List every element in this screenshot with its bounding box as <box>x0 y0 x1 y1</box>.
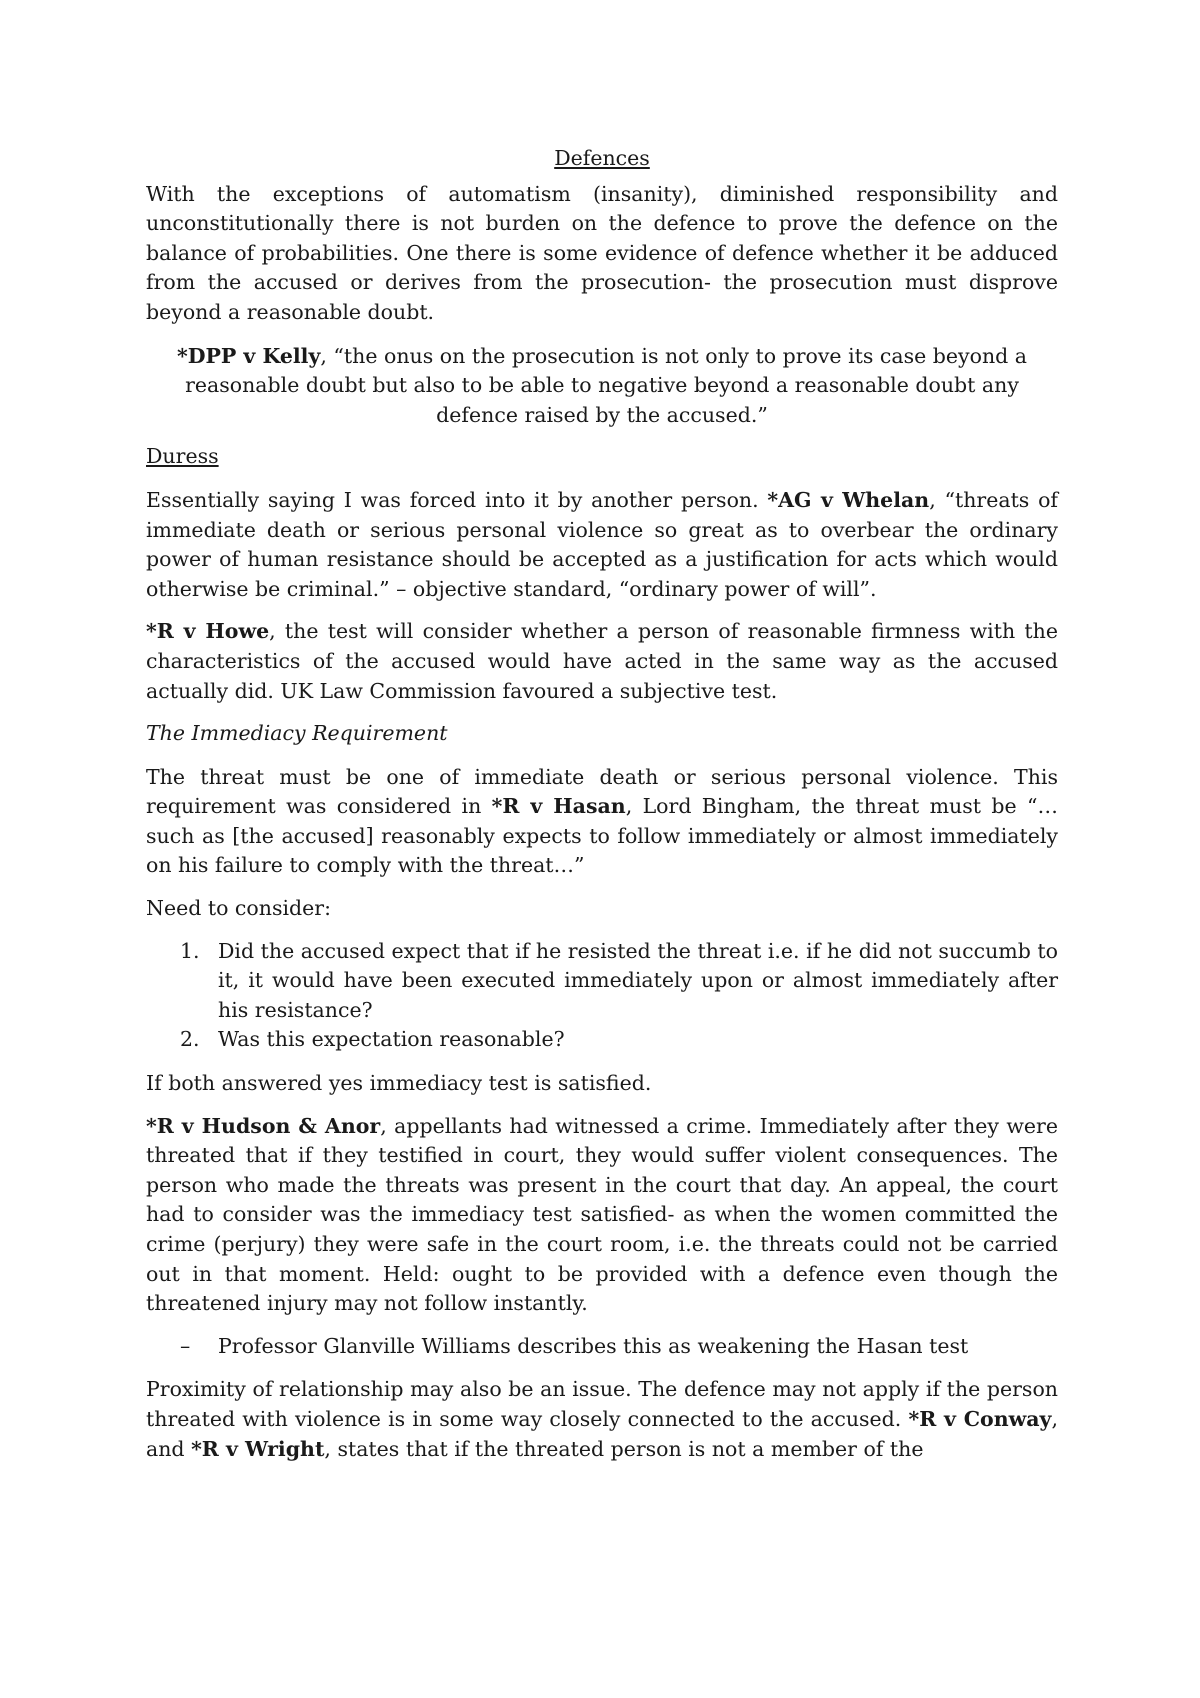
kelly-quote <box>146 342 1058 431</box>
duress-paragraph-2: *R v Howe, the test will consider whether a person of reasonable firmness with the characteristics of the accused would have acted in the same way as the accused actually did. UK Law Commission favoured a subjective test. <box>146 619 1058 703</box>
list-item: 2. Was this expectation reasonable? <box>180 1027 565 1052</box>
case-name: *AG v Whelan <box>767 487 930 512</box>
case-name: *R v Wright <box>191 1436 325 1461</box>
case-name: *R v Hudson & Anor <box>146 1113 381 1138</box>
case-name: *R v Conway <box>908 1406 1052 1431</box>
document-body <box>146 144 1058 1464</box>
case-name: *R v Hasan <box>491 794 626 819</box>
consider-list <box>146 937 1058 1055</box>
case-name: *R v Howe <box>146 619 270 644</box>
intro-paragraph: With the exceptions of automatism (insanity), diminished responsibility and unconstitutionally there is not burden on the defence to prove the defence on the balance of probabilities. One there is some evidence of defence whether it be adduced from the accused or derives from the prosecution- the prosecution must disprove beyond a reasonable doubt. <box>146 181 1058 324</box>
case-name: *DPP v Kelly <box>176 343 321 368</box>
immediacy-conclusion: If both answered yes immediacy test is satisfied. <box>146 1071 652 1096</box>
dash-bullet: – <box>180 1333 191 1358</box>
immediacy-paragraph: The threat must be one of immediate death or serious personal violence. This requirement was considered in *R v Hasan, Lord Bingham, the threat must be “… such as [the accused] reasonably expects to follow immediately or almost immediately on his failure to comply with the threat…” <box>146 764 1058 878</box>
immediacy-heading: The Immediacy Requirement <box>146 721 448 746</box>
duress-heading: Duress <box>146 444 219 469</box>
hudson-paragraph: *R v Hudson & Anor, appellants had witnessed a crime. Immediately after they were threated that if they testified in court, they would suffer violent consequences. The person who made the threats was present in the court that day. An appeal, the court had to consider was the immediacy test satisfied- as when the women committed the crime (perjury) they were safe in the court room, i.e. the threats could not be carried out in that moment. Held: ought to be provided with a defence even though the threatened injury may not follow instantly. <box>146 1113 1058 1316</box>
duress-paragraph-1: Essentially saying I was forced into it by another person. *AG v Whelan, “threats of immediate death or serious personal violence so great as to overbear the ordinary power of human resistance should be accepted as a justification for acts which would otherwise be criminal.” – objective standard, “ordinary power of will”. <box>146 487 1059 601</box>
page-title: Defences <box>554 146 650 170</box>
list-item: 1. Did the accused expect that if he resisted the threat i.e. if he did not succumb to it, it would have been executed immediately upon or almost immediately after his resistance? <box>180 938 1058 1022</box>
quote-text: , “the onus on the prosecution is not only to prove its case beyond a reasonable doubt but also to be able to negative beyond a reasonable doubt any defence raised by the accused.” <box>185 343 1028 427</box>
proximity-paragraph: Proximity of relationship may also be an issue. The defence may not apply if the person threated with violence is in some way closely connected to the accused. *R v Conway, and *R v Wright, states that if the threated person is not a member of the <box>146 1377 1058 1461</box>
dash-item: – Professor Glanville Williams describes this as weakening the Hasan test <box>146 1332 1058 1362</box>
consider-line: Need to consider: <box>146 896 332 921</box>
